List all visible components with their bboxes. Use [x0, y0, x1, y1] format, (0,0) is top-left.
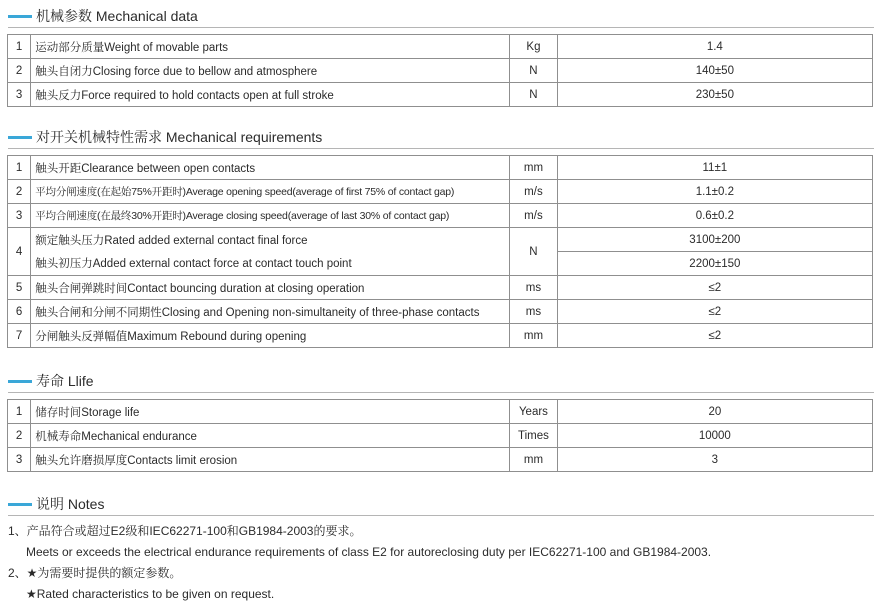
section-divider — [8, 392, 874, 393]
section-accent-bar — [8, 136, 32, 139]
table-row — [8, 156, 873, 180]
row-description: 平均合闸速度(在最终30%开距时)Average closing speed(average of last 30% of contact gap) — [31, 204, 510, 228]
row-value: 2200±150 — [557, 252, 872, 276]
row-unit: ms — [510, 276, 557, 300]
table-row — [8, 424, 873, 448]
section-divider — [8, 148, 874, 149]
section-title: 说明 Notes — [36, 496, 105, 512]
table-row — [8, 276, 873, 300]
row-unit: Times — [510, 424, 557, 448]
row-number: 3 — [8, 83, 31, 107]
row-unit: m/s — [510, 204, 557, 228]
table-row — [8, 324, 873, 348]
row-value: 1.4 — [557, 35, 872, 59]
row-description: 触头反力Force required to hold contacts open at full stroke — [31, 83, 510, 107]
section-title: 寿命 Llife — [36, 373, 94, 389]
row-number: 1 — [8, 400, 31, 424]
row-value: 11±1 — [557, 156, 872, 180]
table-row — [8, 204, 873, 228]
row-value: ≤2 — [557, 300, 872, 324]
row-description: 机械寿命Mechanical endurance — [31, 424, 510, 448]
row-unit: Years — [510, 400, 557, 424]
row-number: 5 — [8, 276, 31, 300]
section-divider — [8, 515, 874, 516]
section-header-mechanical-data — [8, 6, 198, 26]
row-description: 平均分闸速度(在起始75%开距时)Average opening speed(average of first 75% of contact gap) — [31, 180, 510, 204]
life-table — [7, 399, 873, 472]
row-value: 0.6±0.2 — [557, 204, 872, 228]
table-row — [8, 83, 873, 107]
section-title: 对开关机械特性需求 Mechanical requirements — [36, 129, 323, 145]
section-accent-bar — [8, 15, 32, 18]
row-unit: mm — [510, 324, 557, 348]
note-line: ★Rated characteristics to be given on request. — [26, 587, 275, 601]
row-unit: mm — [510, 156, 557, 180]
table-row — [8, 35, 873, 59]
table-row — [8, 228, 873, 252]
row-unit: m/s — [510, 180, 557, 204]
table-row — [8, 252, 873, 276]
row-unit: N — [510, 59, 557, 83]
row-number: 2 — [8, 180, 31, 204]
row-value: 10000 — [557, 424, 872, 448]
table-row — [8, 400, 873, 424]
section-title: 机械参数 Mechanical data — [36, 8, 198, 24]
note-line: 1、产品符合或超过E2级和IEC62271-100和GB1984-2003的要求。 — [8, 524, 362, 538]
section-header-notes — [8, 494, 104, 514]
row-description: 储存时间Storage life — [31, 400, 510, 424]
row-value: 3 — [557, 448, 872, 472]
row-value: 140±50 — [557, 59, 872, 83]
table-row — [8, 59, 873, 83]
section-header-life — [8, 371, 94, 391]
row-unit: mm — [510, 448, 557, 472]
row-number: 2 — [8, 424, 31, 448]
table-row — [8, 180, 873, 204]
table-row — [8, 300, 873, 324]
row-number: 3 — [8, 204, 31, 228]
row-unit: N — [510, 83, 557, 107]
row-number: 3 — [8, 448, 31, 472]
row-value: ≤2 — [557, 324, 872, 348]
section-accent-bar — [8, 380, 32, 383]
section-divider — [8, 27, 874, 28]
row-unit: N — [510, 228, 557, 276]
section-accent-bar — [8, 503, 32, 506]
row-value: 1.1±0.2 — [557, 180, 872, 204]
row-number: 6 — [8, 300, 31, 324]
row-description: 触头自闭力Closing force due to bellow and atmosphere — [31, 59, 510, 83]
section-header-mechanical-requirements — [8, 127, 322, 147]
row-description: 运动部分质量Weight of movable parts — [31, 35, 510, 59]
row-description: 触头开距Clearance between open contacts — [31, 156, 510, 180]
row-description: 触头允许磨损厚度Contacts limit erosion — [31, 448, 510, 472]
row-number: 2 — [8, 59, 31, 83]
row-number: 4 — [8, 228, 31, 276]
notes-block — [8, 521, 874, 605]
table-row — [8, 448, 873, 472]
mechanical-data-table — [7, 34, 873, 107]
note-line: 2、★为需要时提供的额定参数。 — [8, 566, 182, 580]
row-value: ≤2 — [557, 276, 872, 300]
row-description: 触头初压力Added external contact force at contact touch point — [31, 252, 510, 276]
mechanical-requirements-table — [7, 155, 873, 348]
row-unit: Kg — [510, 35, 557, 59]
row-description: 触头合闸弹跳时间Contact bouncing duration at closing operation — [31, 276, 510, 300]
row-number: 7 — [8, 324, 31, 348]
row-value: 230±50 — [557, 83, 872, 107]
row-value: 20 — [557, 400, 872, 424]
row-description: 分闸触头反弹幅值Maximum Rebound during opening — [31, 324, 510, 348]
row-number: 1 — [8, 156, 31, 180]
row-value: 3100±200 — [557, 228, 872, 252]
row-description: 触头合闸和分闸不同期性Closing and Opening non-simultaneity of three-phase contacts — [31, 300, 510, 324]
row-description: 额定触头压力Rated added external contact final force — [31, 228, 510, 252]
note-line: Meets or exceeds the electrical endurance requirements of class E2 for autoreclosing duty per IEC62271-100 and GB1984-2003. — [26, 545, 712, 559]
row-unit: ms — [510, 300, 557, 324]
row-number: 1 — [8, 35, 31, 59]
